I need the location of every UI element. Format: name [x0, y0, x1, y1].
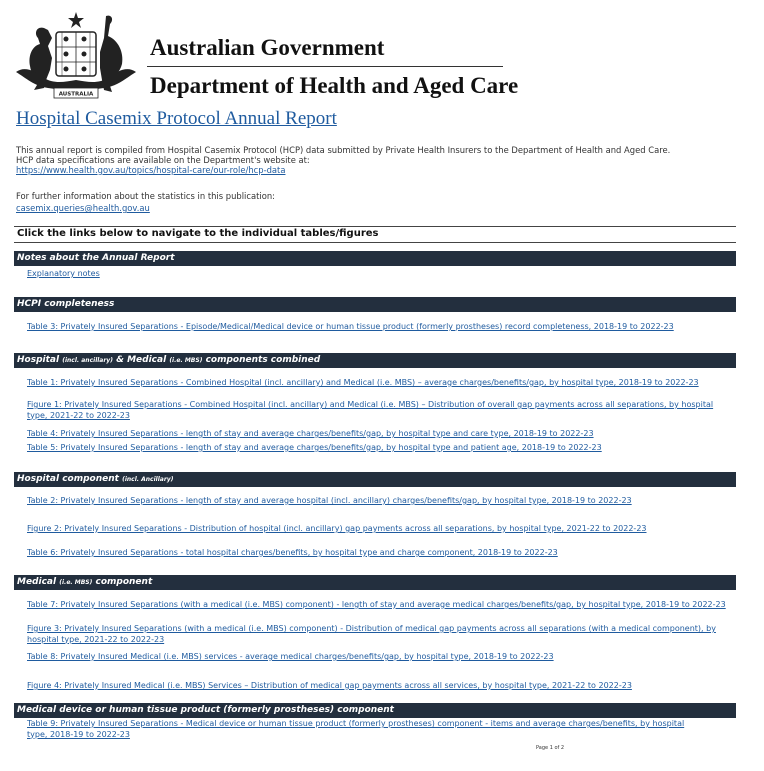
section-header-medical-device — [14, 703, 736, 718]
section-header-combined — [14, 353, 736, 368]
commonwealth-coat-of-arms-logo — [14, 8, 138, 102]
link-table-1[interactable]: Table 1: Privately Insured Separations - Combined Hospital (incl. ancillary) and Medical (i.e. MBS) – average charges/benefits/gap, by hospital type, 2018-19 to 2022-23 — [27, 378, 699, 387]
section-title: Medical (i.e. MBS) component — [17, 577, 153, 587]
agency-name-line1: Australian Government — [150, 35, 385, 60]
section-title: HCPI completeness — [17, 299, 115, 309]
section-header-medical — [14, 575, 736, 590]
link-table-5[interactable]: Table 5: Privately Insured Separations - length of stay and average charges/benefits/gap, by hospital type and patient age, 2018-19 to 2022-23 — [27, 443, 602, 452]
further-info-text: For further information about the statistics in this publication: — [16, 191, 275, 201]
section-title: Notes about the Annual Report — [17, 253, 175, 263]
page-number: Page 1 of 2 — [536, 745, 565, 751]
intro-text-line1: This annual report is compiled from Hospital Casemix Protocol (HCP) data submitted by Private Health Insurers to the Department of Health and Aged Care. — [16, 145, 671, 155]
report-title-link[interactable]: Hospital Casemix Protocol Annual Report — [16, 108, 337, 129]
link-table-2[interactable]: Table 2: Privately Insured Separations - length of stay and average hospital (incl. ancillary) charges/benefits/gap, by hospital type, 2018-19 to 2022-23 — [27, 496, 632, 505]
nav-heading: Click the links below to navigate to the individual tables/figures — [17, 228, 379, 239]
link-figure-3[interactable]: Figure 3: Privately Insured Separations (with a medical (i.e. MBS) component) - Distribution of medical gap payments across all separations (with a medical component), by hospital type, 2021-22 to 2022-23 — [27, 624, 716, 644]
header-divider — [147, 66, 503, 67]
link-table-7[interactable]: Table 7: Privately Insured Separations (with a medical (i.e. MBS) component) - length of stay and average medical charges/benefits/gap, by hospital type, 2018-19 to 2022-23 — [27, 600, 726, 609]
link-table-4[interactable]: Table 4: Privately Insured Separations - length of stay and average charges/benefits/gap, by hospital type and care type, 2018-19 to 2022-23 — [27, 429, 594, 438]
section-header-hcpi-completeness — [14, 297, 736, 312]
link-table-9[interactable]: Table 9: Privately Insured Separations - Medical device or human tissue product (formerly prostheses) component - items and average charges/benefits, by hospital type, 2018-19 to 2022-23 — [27, 719, 685, 739]
section-title: Hospital (incl. ancillary) & Medical (i.e. MBS) components combined — [17, 355, 321, 365]
casemix-email-link[interactable]: casemix.queries@health.gov.au — [16, 203, 150, 213]
link-figure-4[interactable]: Figure 4: Privately Insured Medical (i.e. MBS) Services – Distribution of medical gap payments across all services, by hospital type, 2021-22 to 2022-23 — [27, 681, 632, 690]
section-title: Medical device or human tissue product (formerly prostheses) component — [17, 705, 394, 715]
section-title: Hospital component (incl. Ancillary) — [17, 474, 174, 484]
link-explanatory-notes[interactable]: Explanatory notes — [27, 269, 100, 278]
section-header-notes — [14, 251, 736, 266]
link-table-3[interactable]: Table 3: Privately Insured Separations - Episode/Medical/Medical device or human tissue product (formerly prostheses) record completeness, 2018-19 to 2022-23 — [27, 322, 674, 331]
link-table-6[interactable]: Table 6: Privately Insured Separations - total hospital charges/benefits, by hospital type and charge component, 2018-19 to 2022-23 — [27, 548, 558, 557]
link-table-8[interactable]: Table 8: Privately Insured Medical (i.e. MBS) services - average medical charges/benefits/gap, by hospital type, 2018-19 to 2022-23 — [27, 652, 554, 661]
intro-text-line2: HCP data specifications are available on the Department's website at: — [16, 155, 310, 165]
agency-name-line2: Department of Health and Aged Care — [150, 73, 519, 98]
hcp-data-website-link[interactable]: https://www.health.gov.au/topics/hospital-care/our-role/hcp-data — [16, 165, 286, 175]
svg-text:AUSTRALIA: AUSTRALIA — [58, 91, 94, 98]
link-figure-2[interactable]: Figure 2: Privately Insured Separations - Distribution of hospital (incl. ancillary) gap payments across all separations, by hospital type, 2021-22 to 2022-23 — [27, 524, 647, 533]
section-header-hospital — [14, 472, 736, 487]
link-figure-1[interactable]: Figure 1: Privately Insured Separations - Combined Hospital (incl. ancillary) and Medical (i.e. MBS) – Distribution of overall gap payments across all separations, by hospital type, 2021-22 to 2022-23 — [27, 400, 714, 420]
star-icon — [68, 12, 84, 28]
